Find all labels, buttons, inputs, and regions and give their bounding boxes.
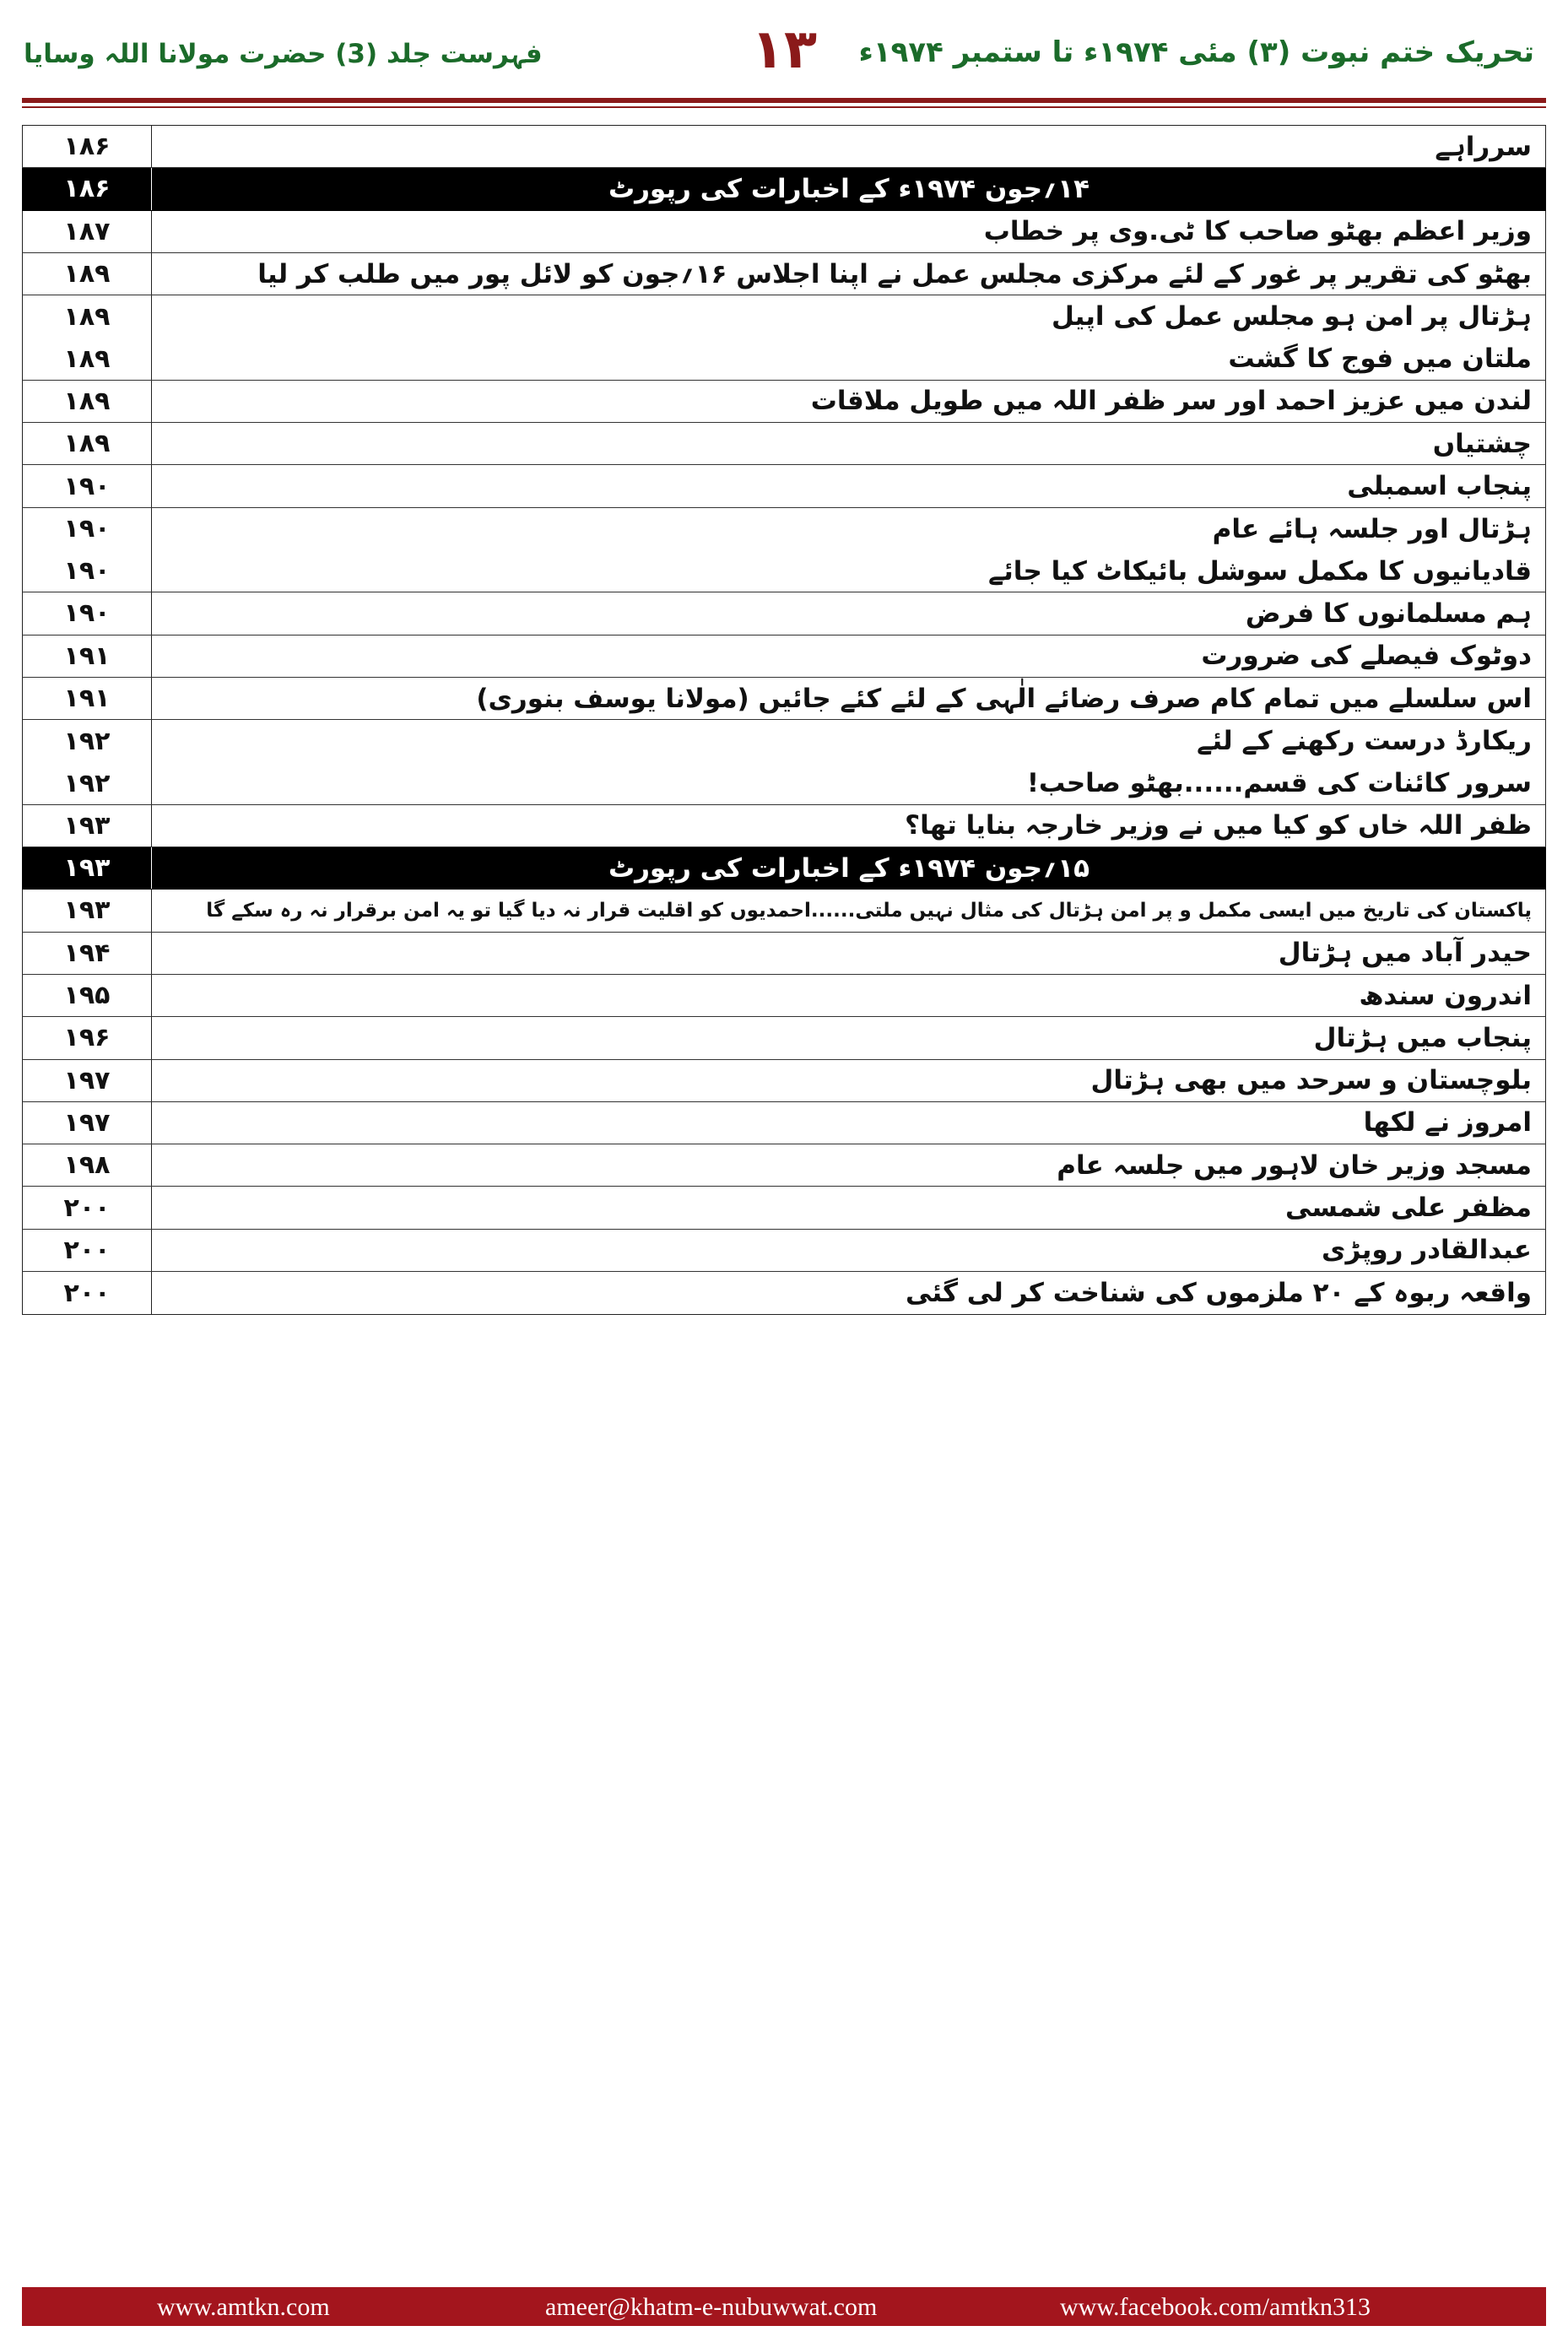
footer-facebook-link[interactable]: www.facebook.com/amtkn313 <box>1060 2293 1371 2321</box>
volume-title: فہرست جلد (3) حضرت مولانا اللہ وسایا <box>24 39 543 69</box>
page-ref: ۱۹۰ <box>23 508 152 550</box>
page-ref: ۱۹۷ <box>23 1060 152 1101</box>
table-row <box>22 508 1546 550</box>
entry-title: سرراہے <box>1435 131 1532 162</box>
entry-title: پاکستان کی تاریخ میں ایسی مکمل و پر امن ہڑتال کی مثال نہیں ملتی......احمدیوں کو اقلیت قرار نہ دیا گیا تو یہ امن برقرار نہ رہ سکے گا <box>206 899 1532 922</box>
table-row <box>22 211 1546 253</box>
entry-title: پنجاب اسمبلی <box>1347 471 1532 502</box>
table-row <box>22 1187 1546 1229</box>
footer-email-link[interactable]: ameer@khatm-e-nubuwwat.com <box>545 2293 878 2321</box>
entry-title: لندن میں عزیز احمد اور سر ظفر اللہ میں طویل ملاقات <box>810 386 1532 417</box>
table-row <box>22 975 1546 1017</box>
page-ref: ۱۹۱ <box>23 678 152 719</box>
table-row <box>22 295 1546 338</box>
entry-title: ہم مسلمانوں کا فرض <box>1245 598 1532 629</box>
entry-title: چشتیاں <box>1432 428 1532 459</box>
page-ref: ۱۹۰ <box>23 550 152 592</box>
entry-title: ریکارڈ درست رکھنے کے لئے <box>1197 726 1532 757</box>
page-ref: ۱۹۱ <box>23 636 152 677</box>
header-rule-thin <box>22 106 1546 108</box>
page-number: ۱۳ <box>750 19 818 81</box>
entry-title: حیدر آباد میں ہڑتال <box>1278 938 1532 969</box>
section-title: ۱۵؍جون ۱۹۷۴ء کے اخبارات کی رپورٹ <box>608 852 1090 884</box>
page-ref: ۱۹۳ <box>23 847 152 889</box>
entry-title: مسجد وزیر خان لاہور میں جلسہ عام <box>1057 1149 1532 1181</box>
table-row <box>22 1272 1546 1314</box>
entry-title: وزیر اعظم بھٹو صاحب کا ٹی.وی پر خطاب <box>983 216 1532 247</box>
entry-title: سرور کائنات کی قسم......بھٹو صاحب! <box>1026 768 1532 799</box>
entry-title: بھٹو کی تقریر پر غور کے لئے مرکزی مجلس عمل نے اپنا اجلاس ۱۶؍جون کو لائل پور میں طلب کر لیا <box>257 258 1532 289</box>
table-row <box>22 1102 1546 1144</box>
entry-title: بلوچستان و سرحد میں بھی ہڑتال <box>1090 1065 1532 1096</box>
entry-title: واقعہ ربوہ کے ۲۰ ملزموں کی شناخت کر لی گئی <box>905 1278 1532 1309</box>
table-row <box>22 338 1546 380</box>
page-ref: ۱۹۴ <box>23 933 152 974</box>
page-ref: ۲۰۰ <box>23 1187 152 1228</box>
entry-title: ملتان میں فوج کا گشت <box>1228 343 1532 375</box>
page-ref: ۱۸۶ <box>23 126 152 167</box>
page-ref: ۱۹۳ <box>23 805 152 846</box>
page-ref: ۱۹۸ <box>23 1144 152 1186</box>
page-ref: ۱۸۷ <box>23 211 152 252</box>
table-row <box>22 1060 1546 1102</box>
table-row <box>22 126 1546 168</box>
table-row <box>22 423 1546 465</box>
page-ref: ۱۹۲ <box>23 720 152 762</box>
table-row <box>22 592 1546 635</box>
page-ref: ۱۸۹ <box>23 295 152 338</box>
table-row <box>22 933 1546 975</box>
page-ref: ۱۹۰ <box>23 465 152 506</box>
table-row <box>22 805 1546 847</box>
page-ref: ۱۸۹ <box>23 381 152 422</box>
section-title: ۱۴؍جون ۱۹۷۴ء کے اخبارات کی رپورٹ <box>608 173 1090 204</box>
table-of-contents <box>22 125 1546 1315</box>
page-ref: ۱۸۶ <box>23 168 152 209</box>
section-header-row <box>22 168 1546 210</box>
page-header <box>0 0 1568 105</box>
entry-title: امروز نے لکھا <box>1363 1107 1532 1139</box>
page-ref: ۱۹۷ <box>23 1102 152 1144</box>
entry-title: اس سلسلے میں تمام کام صرف رضائے الٰہی کے لئے کئے جائیں (مولانا یوسف بنوری) <box>476 683 1532 714</box>
entry-title: اندرون سندھ <box>1359 980 1532 1011</box>
table-row <box>22 1144 1546 1187</box>
page-ref: ۱۹۲ <box>23 762 152 803</box>
entry-title: ظفر اللہ خاں کو کیا میں نے وزیر خارجہ بنایا تھا؟ <box>905 810 1532 841</box>
page-ref: ۱۸۹ <box>23 338 152 379</box>
table-row <box>22 636 1546 678</box>
header-rule-thick <box>22 98 1546 103</box>
entry-title: ہڑتال پر امن ہو مجلس عمل کی اپیل <box>1051 301 1532 333</box>
entry-title: قادیانیوں کا مکمل سوشل بائیکاٹ کیا جائے <box>988 555 1532 587</box>
table-row <box>22 762 1546 804</box>
entry-title: پنجاب میں ہڑتال <box>1313 1022 1532 1053</box>
page-ref: ۲۰۰ <box>23 1272 152 1314</box>
page-ref: ۲۰۰ <box>23 1230 152 1271</box>
table-row <box>22 890 1546 932</box>
table-row <box>22 253 1546 295</box>
table-row <box>22 678 1546 720</box>
table-row <box>22 1230 1546 1272</box>
entry-title: عبدالقادر روپڑی <box>1322 1235 1532 1266</box>
page-ref: ۱۹۶ <box>23 1017 152 1058</box>
table-row <box>22 381 1546 423</box>
entry-title: مظفر علی شمسی <box>1285 1193 1532 1224</box>
page-ref: ۱۹۳ <box>23 890 152 931</box>
page-footer <box>22 2287 1546 2326</box>
section-header-row <box>22 847 1546 890</box>
page-ref: ۱۸۹ <box>23 423 152 464</box>
table-row <box>22 550 1546 592</box>
table-row <box>22 1017 1546 1059</box>
book-title: تحریک ختم نبوت (۳) مئی ۱۹۷۴ء تا ستمبر ۱۹۷۴ء <box>858 35 1534 69</box>
entry-title: دوٹوک فیصلے کی ضرورت <box>1201 641 1532 672</box>
footer-website-link[interactable]: www.amtkn.com <box>157 2293 330 2321</box>
page-ref: ۱۹۰ <box>23 592 152 634</box>
entry-title: ہڑتال اور جلسہ ہائے عام <box>1212 513 1532 544</box>
table-row <box>22 465 1546 507</box>
page-ref: ۱۸۹ <box>23 253 152 295</box>
page-ref: ۱۹۵ <box>23 975 152 1016</box>
table-row <box>22 720 1546 762</box>
